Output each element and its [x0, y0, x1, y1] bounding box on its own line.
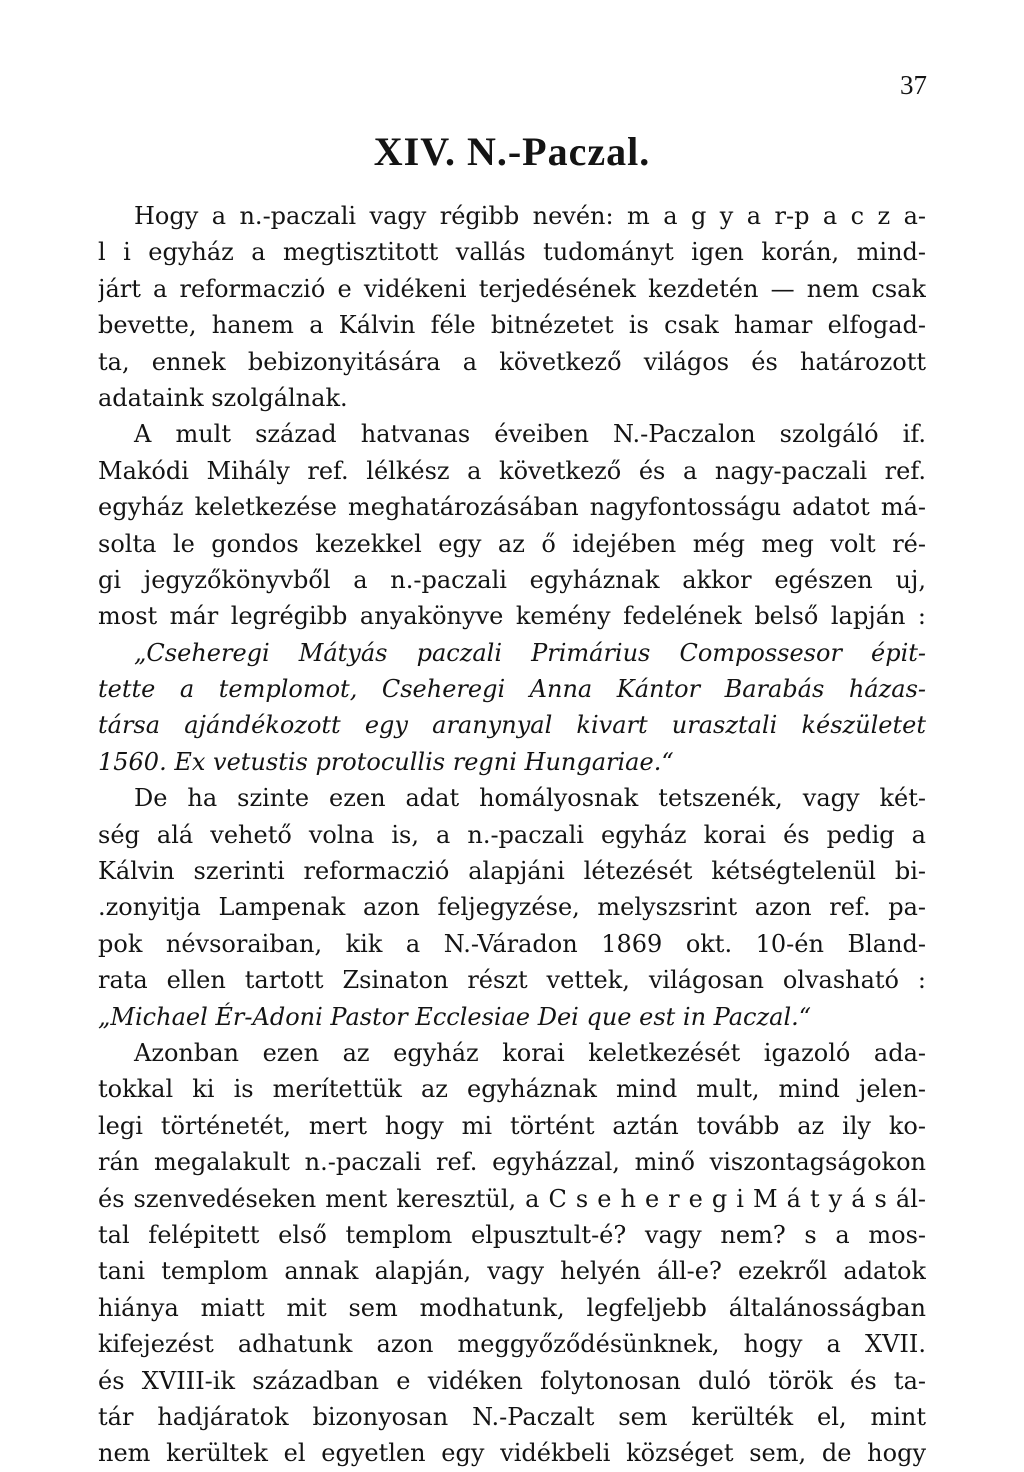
text-line: Azonban ezen az egyház korai keletkezését igazoló ada- [134, 1038, 926, 1067]
text-line: gi jegyzőkönyvből a n.-paczali egyháznak akkor egészen uj, [98, 565, 926, 594]
text-line: 1560. Ex vetustis protocullis regni Hungariae.“ [98, 747, 674, 776]
text-line: ség alá vehető volna is, a n.-paczali egyház korai és pedig a [98, 820, 926, 849]
chapter-title: XIV. N.-Paczal. [373, 129, 651, 174]
text-line: egyház keletkezése meghatározásában nagyfontosságu adatot má- [98, 493, 926, 522]
text-line: tal felépitett első templom elpusztult-é? vagy nem? s a mos- [98, 1220, 926, 1249]
text-line: kifejezést adhatunk azon meggyőződésünknek, hogy a XVII. [98, 1330, 926, 1359]
text-line: l i egyház a megtisztitott vallás tudományt igen korán, mind- [98, 238, 926, 267]
text-line: Kálvin szerinti reformaczió alapjáni létezését kétségtelenül bi- [98, 857, 926, 886]
text-line: rán megalakult n.-paczali ref. egyházzal, minő viszontagságokon [98, 1148, 926, 1177]
text-line: tokkal ki is merítettük az egyháznak mind mult, mind jelen- [98, 1075, 926, 1104]
text-line: nem kerültek el egyetlen egy vidékbeli községet sem, de hogy [98, 1439, 926, 1468]
text-line: Hogy a n.-paczali vagy régibb nevén: m a g y a r-p a c z a- [134, 202, 926, 230]
text-line: tár hadjáratok bizonyosan N.-Paczalt sem kerülték el, mint [98, 1402, 926, 1431]
text-line: A mult század hatvanas éveiben N.-Paczalon szolgáló if. [134, 420, 926, 449]
text-line: pok névsoraiban, kik a N.-Váradon 1869 okt. 10-én Bland- [98, 929, 926, 958]
text-line: solta le gondos kezekkel egy az ő idejében még meg volt ré- [98, 529, 926, 558]
text-line: társa ajándékozott egy aranynyal kivart urasztali készületet [98, 711, 926, 740]
text-line: hiánya miatt mit sem modhatunk, legfeljebb általánosságban [98, 1293, 926, 1322]
text-line: tani templom annak alapján, vagy helyén áll-e? ezekről adatok [98, 1257, 926, 1286]
text-line: „Cseheregi Mátyás paczali Primárius Compossesor épit- [134, 638, 926, 667]
text-line: .zonyitja Lampenak azon feljegyzése, melyszsrint azon ref. pa- [98, 893, 926, 922]
text-line: Makódi Mihály ref. lélkész a következő és a nagy-paczali ref. [98, 456, 926, 485]
text-line: és XVIII-ik században e vidéken folytonosan duló török és ta- [98, 1366, 926, 1395]
text-line: rata ellen tartott Zsinaton részt vettek, világosan olvasható : [98, 966, 926, 995]
text-line: „Michael Ér-Adoni Pastor Ecclesiae Dei que est in Paczal.“ [98, 1002, 812, 1031]
body-text [98, 198, 926, 1472]
text-line: most már legrégibb anyakönyve kemény fedelének belső lapján : [98, 602, 926, 631]
text-line: De ha szinte ezen adat homályosnak tetszenék, vagy két- [134, 784, 926, 813]
text-line: járt a reformaczió e vidékeni terjedésének kezdetén — nem csak [98, 274, 926, 303]
text-line: legi történetét, mert hogy mi történt aztán tovább az ily ko- [98, 1111, 926, 1140]
text-line: bevette, hanem a Kálvin féle bitnézetet is csak hamar elfogad- [98, 311, 926, 340]
text-line: ta, ennek bebizonyitására a következő világos és határozott [98, 347, 926, 376]
page-number: 37 [900, 70, 927, 100]
text-line: tette a templomot, Cseheregi Anna Kántor Barabás házas- [98, 675, 926, 704]
text-line: adataink szolgálnak. [98, 383, 348, 412]
text-line: és szenvedéseken ment keresztül, a C s e h e r e g i M á t y á s ál- [98, 1184, 926, 1213]
